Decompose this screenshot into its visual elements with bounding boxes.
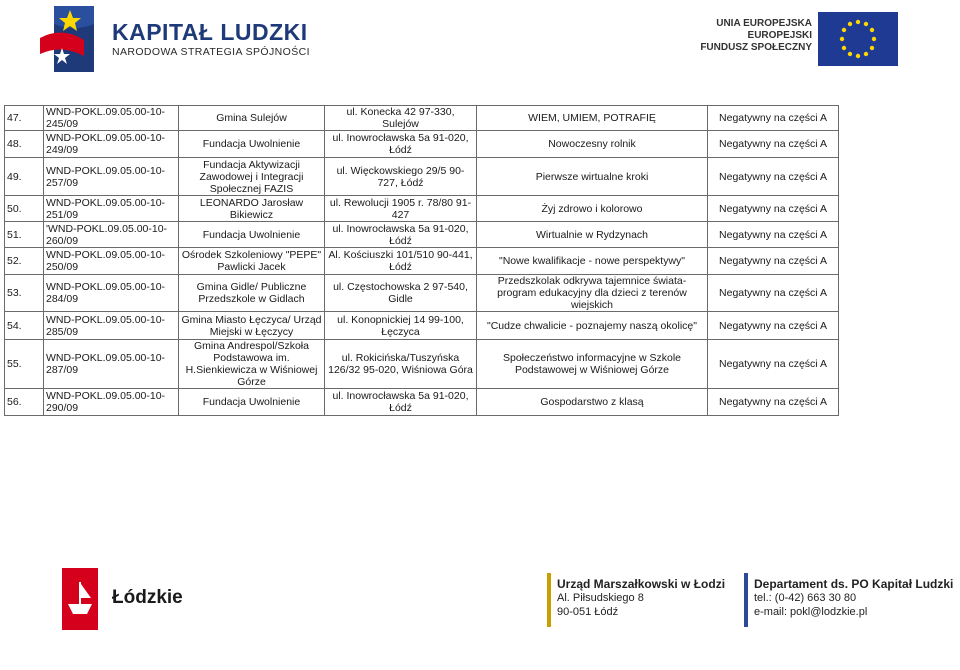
applicant-address: ul. Inowrocławska 5a 91-020, Łódź [325, 131, 477, 158]
table-row [5, 389, 839, 416]
project-title: WIEM, UMIEM, POTRAFIĘ [477, 106, 708, 131]
project-title: Żyj zdrowo i kolorowo [477, 196, 708, 222]
table-row [5, 158, 839, 196]
eu-line-3: FUNDUSZ SPOŁECZNY [700, 42, 812, 53]
lodzkie-logo [62, 568, 192, 630]
row-number: 52. [5, 248, 44, 275]
row-number: 55. [5, 340, 44, 389]
row-number: 49. [5, 158, 44, 196]
lodzkie-boat-icon [62, 568, 98, 630]
assessment-result: Negatywny na części A [708, 248, 839, 275]
eu-logo [694, 8, 904, 68]
eu-text [694, 18, 812, 54]
office-city: 90-051 Łódź [557, 606, 619, 618]
applicant-name: Gmina Gidle/ Publiczne Przedszkole w Gidlach [179, 275, 325, 312]
assessment-result: Negatywny na części A [708, 196, 839, 222]
kapital-ludzki-subtitle: NARODOWA STRATEGIA SPÓJNOŚCI [112, 46, 310, 58]
kapital-ludzki-title: KAPITAŁ LUDZKI [112, 19, 308, 45]
row-number: 53. [5, 275, 44, 312]
assessment-result: Negatywny na części A [708, 222, 839, 248]
applicant-address: Al. Kościuszki 101/510 90-441, Łódź [325, 248, 477, 275]
application-code: WND-POKL.09.05.00-10-257/09 [44, 158, 179, 196]
assessment-result: Negatywny na części A [708, 131, 839, 158]
assessment-result: Negatywny na części A [708, 340, 839, 389]
applicant-address: ul. Konecka 42 97-330, Sulejów [325, 106, 477, 131]
application-code: WND-POKL.09.05.00-10-249/09 [44, 131, 179, 158]
applicant-address: ul. Częstochowska 2 97-540, Gidle [325, 275, 477, 312]
department-contact-lines [754, 577, 953, 619]
applicant-name: Gmina Miasto Łęczyca/ Urząd Miejski w Łęczycy [179, 312, 325, 340]
project-title: Pierwsze wirtualne kroki [477, 158, 708, 196]
table-row [5, 248, 839, 275]
row-number: 51. [5, 222, 44, 248]
eu-line-1: UNIA EUROPEJSKA [716, 18, 812, 29]
office-street: Al. Piłsudskiego 8 [557, 592, 644, 604]
applicant-name: Fundacja Uwolnienie [179, 389, 325, 416]
row-number: 50. [5, 196, 44, 222]
eu-flag-icon [818, 12, 898, 66]
office-accent-bar [547, 573, 551, 627]
applicant-name: Fundacja Uwolnienie [179, 131, 325, 158]
assessment-result: Negatywny na części A [708, 106, 839, 131]
project-title: "Nowe kwalifikacje - nowe perspektywy" [477, 248, 708, 275]
assessment-result: Negatywny na części A [708, 312, 839, 340]
row-number: 48. [5, 131, 44, 158]
table-row [5, 340, 839, 389]
row-number: 56. [5, 389, 44, 416]
row-number: 54. [5, 312, 44, 340]
project-title: Społeczeństwo informacyjne w Szkole Podstawowej w Wiśniowej Górze [477, 340, 708, 389]
application-code: WND-POKL.09.05.00-10-245/09 [44, 106, 179, 131]
kapital-ludzki-logo [40, 4, 340, 76]
application-code: WND-POKL.09.05.00-10-284/09 [44, 275, 179, 312]
projects-table [4, 105, 839, 416]
department-phone: tel.: (0-42) 663 30 80 [754, 592, 857, 604]
office-name: Urząd Marszałkowski w Łodzi [557, 577, 726, 591]
lodzkie-name: Łódzkie [112, 587, 183, 608]
row-number: 47. [5, 106, 44, 131]
table-row [5, 275, 839, 312]
application-code: 'WND-POKL.09.05.00-10-260/09 [44, 222, 179, 248]
table-row [5, 106, 839, 131]
applicant-address: ul. Konopnickiej 14 99-100, Łęczyca [325, 312, 477, 340]
project-title: Przedszkolak odkrywa tajemnice świata- program edukacyjny dla dzieci z terenów wiejskich [477, 275, 708, 312]
table-row [5, 196, 839, 222]
applicant-name: Gmina Andrespol/Szkoła Podstawowa im. H.Sienkiewicza w Wiśniowej Górze [179, 340, 325, 389]
applicant-name: Fundacja Uwolnienie [179, 222, 325, 248]
applicant-name: LEONARDO Jarosław Bikiewicz [179, 196, 325, 222]
application-code: WND-POKL.09.05.00-10-290/09 [44, 389, 179, 416]
table-row [5, 222, 839, 248]
application-code: WND-POKL.09.05.00-10-285/09 [44, 312, 179, 340]
application-code: WND-POKL.09.05.00-10-287/09 [44, 340, 179, 389]
project-title: Gospodarstwo z klasą [477, 389, 708, 416]
table-row [5, 131, 839, 158]
eu-line-2: EUROPEJSKI [747, 30, 812, 41]
assessment-result: Negatywny na części A [708, 158, 839, 196]
project-title: Wirtualnie w Rydzynach [477, 222, 708, 248]
assessment-result: Negatywny na części A [708, 389, 839, 416]
lodzkie-emblem-icon [62, 568, 98, 630]
application-code: WND-POKL.09.05.00-10-251/09 [44, 196, 179, 222]
office-address [547, 573, 737, 633]
applicant-address: ul. Rokicińska/Tuszyńska 126/32 95-020, Wiśniowa Góra [325, 340, 477, 389]
table-row [5, 312, 839, 340]
applicant-name: Ośrodek Szkoleniowy "PEPE" Pawlicki Jacek [179, 248, 325, 275]
department-contact [744, 573, 954, 633]
department-email: e-mail: pokl@lodzkie.pl [754, 606, 868, 618]
applicant-name: Gmina Sulejów [179, 106, 325, 131]
department-accent-bar [744, 573, 748, 627]
applicant-name: Fundacja Aktywizacji Zawodowej i Integracji Społecznej FAZIS [179, 158, 325, 196]
assessment-result: Negatywny na części A [708, 275, 839, 312]
application-code: WND-POKL.09.05.00-10-250/09 [44, 248, 179, 275]
office-address-lines [557, 577, 725, 619]
applicant-address: ul. Inowrocławska 5a 91-020, Łódź [325, 389, 477, 416]
project-title: "Cudze chwalicie - poznajemy naszą okolicę" [477, 312, 708, 340]
kapital-ludzki-flag-icon [40, 4, 104, 76]
applicant-address: ul. Więckowskiego 29/5 90-727, Łódź [325, 158, 477, 196]
department-name: Departament ds. PO Kapitał Ludzki [754, 577, 954, 591]
applicant-address: ul. Inowrocławska 5a 91-020, Łódź [325, 222, 477, 248]
applicant-address: ul. Rewolucji 1905 r. 78/80 91-427 [325, 196, 477, 222]
project-title: Nowoczesny rolnik [477, 131, 708, 158]
